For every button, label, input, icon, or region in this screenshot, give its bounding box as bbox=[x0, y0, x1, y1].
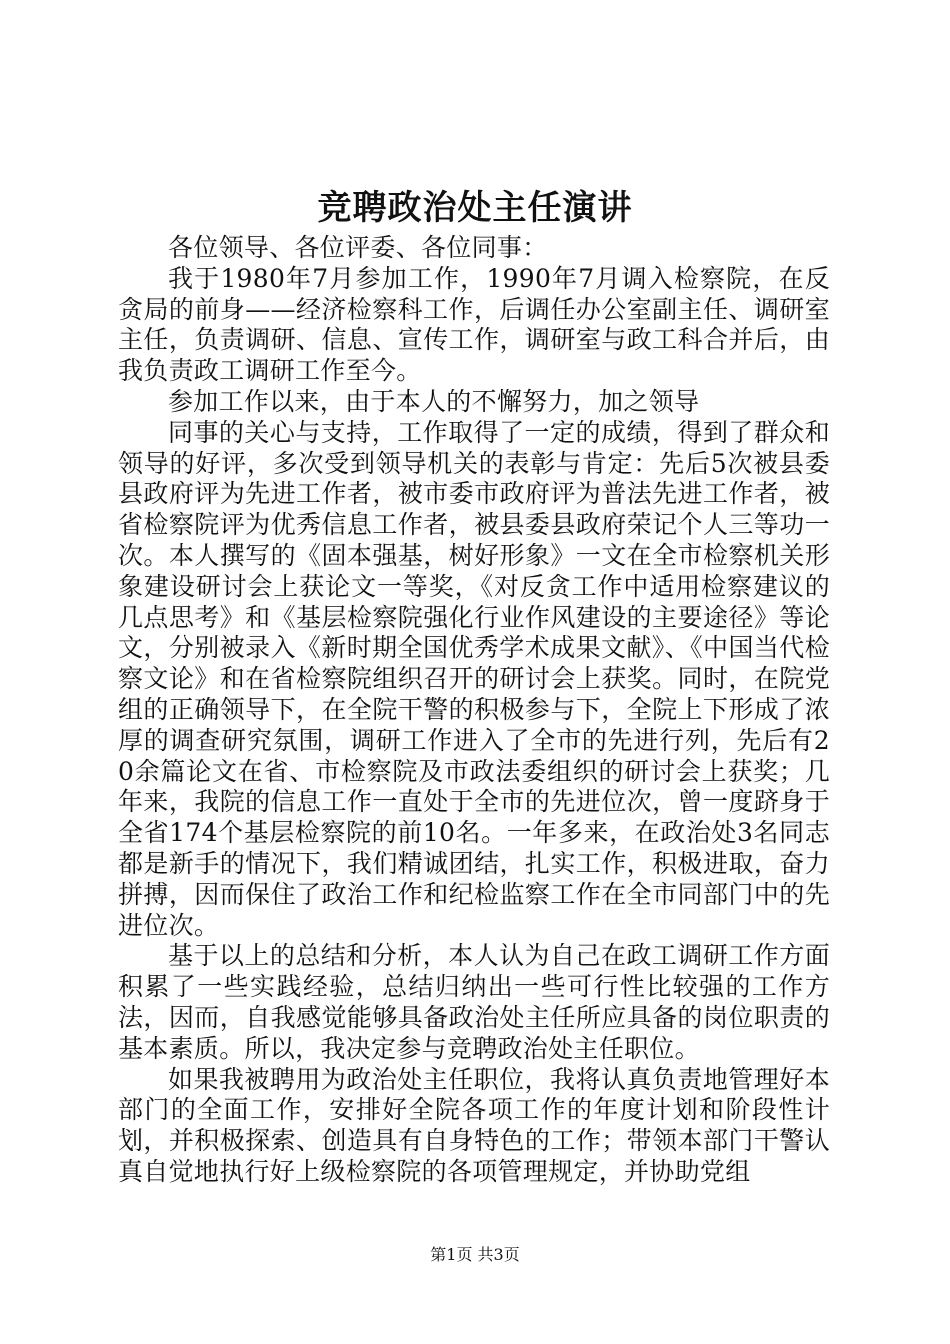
paragraph-greeting: 各位领导、各位评委、各位同事： bbox=[168, 233, 548, 262]
paragraph-plan: 如果我被聘用为政治处主任职位，我将认真负责地管理好本部门的全面工作，安排好全院各项工作的年度计划和阶段性计划，并积极探索、创造具有自身特色的工作；带领本部门干警认真自觉地执行好上级检察院的各项管理规定，并协助党组 bbox=[118, 1064, 830, 1186]
paragraph-achievements: 同事的关心与支持，工作取得了一定的成绩，得到了群众和领导的好评，多次受到领导机关的表彰与肯定：先后5次被县委县政府评为先进工作者，被市委市政府评为普法先进工作者，被省检察院评为优秀信息工作者，被县委县政府荣记个人三等功一次。本人撰写的《固本强基，树好形象》一文在全市检察机关形象建设研讨会上获论文一等奖，《对反贪工作中适用检察建议的几点思考》和《基层检察院强化行业作风建设的主要途径》等论文，分别被录入《新时期全国优秀学术成果文献》、《中国当代检察文论》和在省检察院组织召开的研讨会上获奖。同时，在院党组的正确领导下，在全院干警的积极参与下，全院上下形成了浓厚的调查研究氛围，调研工作进入了全市的先进行列，先后有20余篇论文在省、市检察院及市政法委组织的研讨会上获奖；几年来，我院的信息工作一直处于全市的先进位次，曾一度跻身于全省174个基层检察院的前10名。一年多来，在政治处3名同志都是新手的情况下，我们精诚团结，扎实工作，积极进取，奋力拼搏，因而保住了政治工作和纪检监察工作在全市同部门中的先进位次。 bbox=[118, 417, 830, 940]
paragraph-since-work: 参加工作以来，由于本人的不懈努力，加之领导 bbox=[168, 386, 700, 416]
page-footer: 第1页 共3页 bbox=[430, 1245, 520, 1264]
paragraph-work-history: 我于1980年7月参加工作，1990年7月调入检察院，在反贪局的前身——经济检察科工作，后调任办公室副主任、调研室主任，负责调研、信息、宣传工作，调研室与政工科合并后，由我负责政工调研工作至今。 bbox=[118, 263, 830, 386]
document-body bbox=[118, 233, 830, 1188]
paragraph-summary: 基于以上的总结和分析，本人认为自己在政工调研工作方面积累了一些实践经验，总结归纳出一些可行性比较强的工作方法，因而，自我感觉能够具备政治处主任所应具备的岗位职责的基本素质。所以，我决定参与竞聘政治处主任职位。 bbox=[118, 941, 830, 1063]
document-title: 竞聘政治处主任演讲 bbox=[317, 188, 633, 228]
